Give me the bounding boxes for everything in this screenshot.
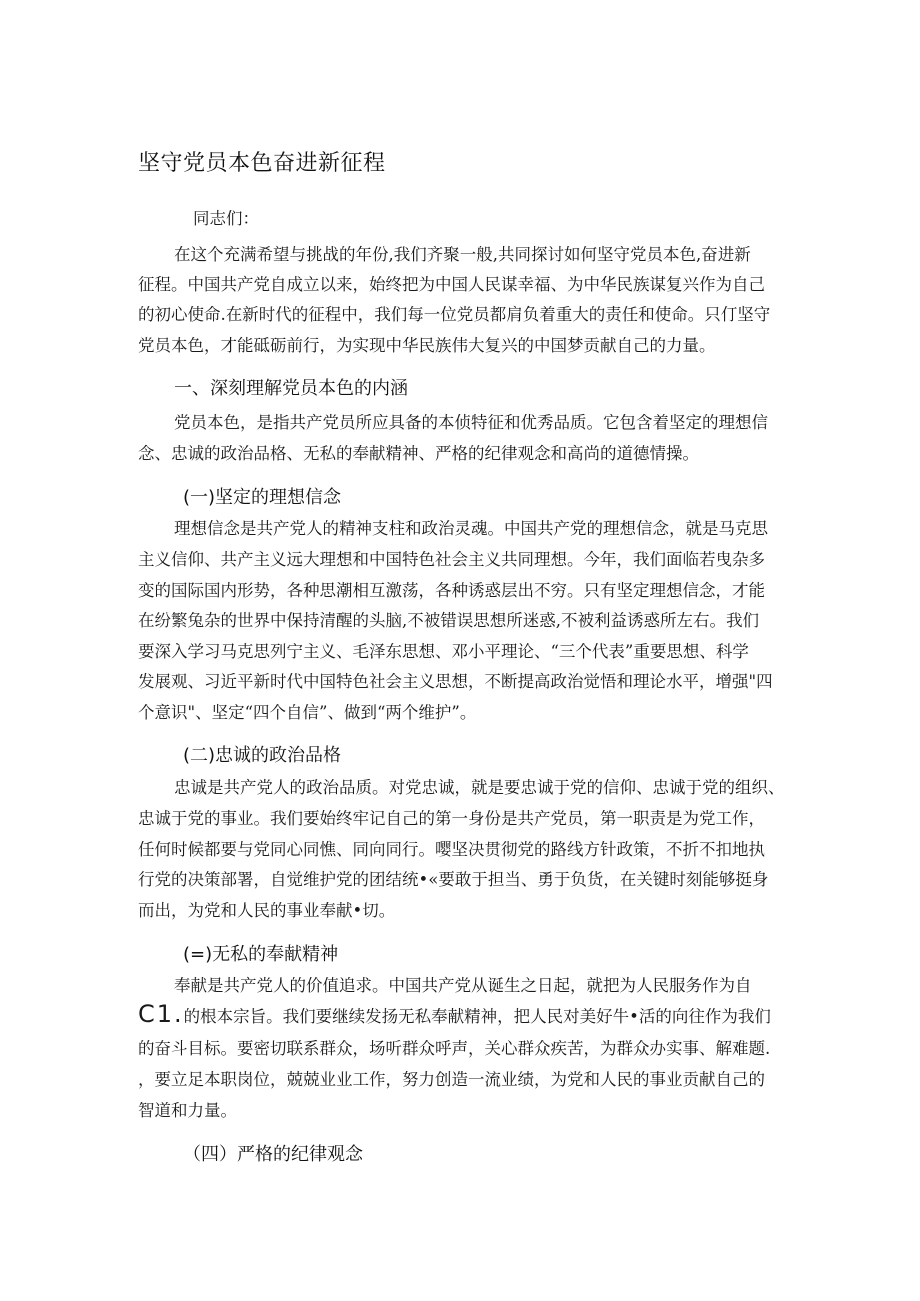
paragraph-line-rest: 的根本宗旨。我们要继续发扬无私奉献精神，把人民对美好牛•活的向往作为我们 [183,1007,771,1026]
paragraph-line: 的奋斗目标。要密切联系群众，场听群众呼声，关心群众疾苦，为群众办实事、解难题. [138,1039,771,1058]
paragraph-line: 忠诚于党的事业。我们要始终牢记自己的第一身份是共产党员，第一职责是为党工作， [138,809,765,828]
subsection-heading: (一)坚定的理想信念 [183,487,342,508]
document-title: 坚守党员本色奋进新征程 [138,151,386,176]
paragraph-line: 而出，为党和人民的事业奉献•切。 [138,901,396,920]
subsection-heading: (=)无私的奉献精神 [183,944,339,965]
paragraph-line: ，要立足本职岗位，兢兢业业工作，努力创造一流业绩，为党和人民的事业贡献自己的 [138,1070,765,1089]
intro-line: 党员本色，才能砥砺前行，为实现中华民族伟大复兴的中国梦贡献自己的力量。 [138,336,716,355]
paragraph-line: 变的国际国内形势，各种思潮相互激荡，各种诱惑层出不穷。只有坚定理想信念，才能 [138,581,765,600]
paragraph-line: 主义信仰、共产主义远大理想和中国特色社会主义共同理想。今年，我们面临若曳杂多 [138,550,765,569]
subsection-heading: (二)忠诚的政治品格 [183,745,342,766]
paragraph-line: 智道和力量。 [138,1101,237,1120]
section-heading: 一、深刻理解党员本色的内涵 [174,378,408,399]
salutation: 同志们： [193,209,259,228]
paragraph-line: 发展观、习近平新时代中国特色社会主义思想，不断提高政治觉悟和理论水平，增强"四 [138,672,773,691]
paragraph-line: 在纷繁兔杂的世界中保持清醒的头脑,不被错误思想所迷惑,不被利益诱惑所左右。我们 [138,611,759,630]
ocr-fragment: C1. [138,1000,184,1028]
subsection-heading: （四）严格的纪律观念 [183,1144,363,1165]
paragraph-line: 念、忠诚的政治品格、无私的奉献精神、严格的纪律观念和高尚的道德情操。 [138,444,699,463]
paragraph-line: 个意识"、坚定“四个自信”、做到“两个维护”。 [138,703,477,722]
paragraph-line: 要深入学习马克思列宁主义、毛泽东思想、邓小平理论、“三个代表”重要思想、科学 [138,642,749,661]
intro-line: 的初心使命.在新时代的征程中，我们每一位党员都肩负着重大的责任和使命。只仃坚守 [138,305,771,324]
paragraph-line: 奉献是共产党人的价值追求。中国共产党从诞生之日起，就把为人民服务作为自 [174,976,752,995]
intro-line: 在这个充满希望与挑战的年份,我们齐聚一般,共同探讨如何坚守党员本色,奋进新 [174,245,751,264]
paragraph-line: 任何时候都要与党同心同憔、同向同行。嘤坚决贯彻党的路线方针政策，不折不扣地执 [138,840,765,859]
paragraph-line: 忠诚是共产党人的政治品质。对党忠诚，就是要忠诚于党的信仰、忠诚于党的组织、 [174,778,785,797]
paragraph-line [138,1000,771,1028]
paragraph-line: 行党的决策部署，自觉维护党的团结统•«要敢于担当、勇于负货，在关键时刻能够挺身 [138,870,769,889]
paragraph-line: 党员本色，是指共产党员所应具备的本侦特征和优秀品质。它包含着坚定的理想信 [174,413,768,432]
intro-line: 征程。中国共产党自成立以来，始终把为中国人民谋幸福、为中华民族谋复兴作为自己 [138,275,765,294]
paragraph-line: 理想信念是共产党人的精神支柱和政治灵魂。中国共产党的理想信念，就是马克思 [174,519,768,538]
